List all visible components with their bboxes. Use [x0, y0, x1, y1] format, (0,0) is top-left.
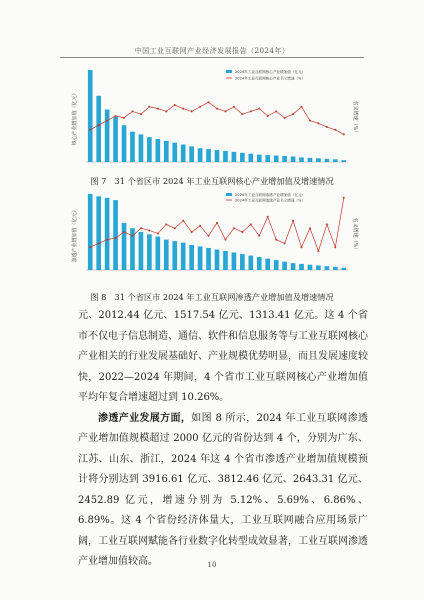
chart-growth-point: [326, 223, 328, 225]
chart-bar: [316, 265, 321, 270]
chart-bar: [181, 145, 186, 162]
chart-growth-point: [309, 227, 311, 229]
chart-growth-point: [258, 108, 260, 110]
chart-bar: [240, 153, 245, 162]
figure-8-svg: [66, 190, 362, 280]
chart-growth-point: [334, 129, 336, 131]
chart-bar: [96, 196, 101, 270]
chart-bar: [105, 110, 110, 162]
chart-bar: [206, 248, 211, 270]
chart-bar: [206, 149, 211, 162]
chart-growth-point: [174, 227, 176, 229]
chart-growth-point: [123, 231, 125, 233]
header-rule: [60, 57, 364, 58]
chart-bar: [341, 160, 346, 162]
chart-bar: [215, 150, 220, 162]
chart-bar: [172, 241, 177, 270]
chart-bar: [232, 152, 237, 162]
chart-bar: [223, 251, 228, 270]
chart-growth-point: [267, 115, 269, 117]
chart-growth-point: [191, 231, 193, 233]
chart-bar: [291, 156, 296, 162]
figure-7-ylabel: 核心产业增加值（亿元）: [72, 90, 78, 146]
chart-growth-point: [157, 233, 159, 235]
chart-bar: [274, 260, 279, 270]
paragraph-2: [78, 409, 368, 573]
chart-growth-point: [191, 110, 193, 112]
figure-8-legend-bar: 2024年工业互联网渗透产业增加值（亿元）: [235, 193, 306, 197]
chart-bar: [198, 148, 203, 162]
figure-7-legend-bar: 2024年工业互联网核心产业增加值（亿元）: [235, 70, 306, 74]
figure-8-ylabel: 渗透产业增加值（亿元）: [72, 207, 78, 263]
chart-growth-point: [216, 108, 218, 110]
figure-7-line: [89, 101, 345, 135]
figure-7-legend-bar-swatch: [226, 70, 232, 73]
chart-bar: [189, 146, 194, 162]
chart-bar: [265, 259, 270, 270]
chart-bar: [147, 137, 152, 162]
chart-bar: [189, 245, 194, 270]
chart-growth-point: [284, 242, 286, 244]
chart-growth-point: [131, 235, 133, 237]
chart-bar: [96, 96, 101, 162]
chart-growth-point: [98, 242, 100, 244]
chart-bar: [164, 240, 169, 270]
chart-growth-point: [309, 120, 311, 122]
chart-bar: [341, 268, 346, 270]
chart-bar: [274, 156, 279, 162]
paragraph-2-lead: 渗透产业发展方面，: [98, 412, 192, 424]
chart-growth-point: [292, 113, 294, 115]
chart-growth-point: [89, 246, 91, 248]
chart-growth-point: [165, 223, 167, 225]
chart-growth-point: [275, 110, 277, 112]
chart-bar: [257, 155, 262, 162]
chart-growth-point: [258, 235, 260, 237]
chart-bar: [122, 125, 127, 162]
chart-bar: [223, 151, 228, 162]
figure-7-chart: [66, 64, 362, 172]
chart-bar: [248, 256, 253, 270]
figure-8-chart: [66, 190, 362, 280]
figure-7-caption: 图 7 31 个省区市 2024 年工业互联网核心产业增加值及增速情况: [90, 176, 334, 186]
chart-growth-point: [317, 250, 319, 252]
figure-8-legend-bar-swatch: [226, 193, 232, 196]
chart-growth-point: [317, 122, 319, 124]
chart-bar: [139, 134, 144, 162]
figure-8-bars: [88, 194, 346, 270]
body-text: [78, 306, 368, 573]
chart-growth-point: [140, 227, 142, 229]
chart-growth-point: [148, 106, 150, 108]
chart-growth-point: [182, 220, 184, 222]
chart-growth-point: [115, 237, 117, 239]
chart-growth-point: [208, 235, 210, 237]
chart-bar: [299, 264, 304, 270]
chart-growth-point: [123, 117, 125, 119]
chart-growth-point: [343, 133, 345, 135]
chart-growth-point: [275, 239, 277, 241]
chart-growth-point: [301, 246, 303, 248]
chart-growth-point: [241, 113, 243, 115]
chart-bar: [257, 257, 262, 270]
chart-growth-point: [165, 110, 167, 112]
figure-8-legend-line: 2024年工业互联网渗透产业名义增速（%）: [235, 198, 306, 203]
chart-growth-point: [199, 106, 201, 108]
chart-growth-point: [301, 106, 303, 108]
chart-bar: [248, 154, 253, 162]
chart-bar: [130, 132, 135, 162]
chart-bar: [105, 198, 110, 270]
chart-bar: [299, 157, 304, 162]
paragraph-1: 元、2012.44 亿元、1517.54 亿元、1313.41 亿元。这 4 个省市不仅电子信息制造、通信、软件和信息服务等与工业互联网核心产业相关的行业发展基础好、产业规模优势明显，而且发展速度较快，2022—2024 年期间，4 个省市工业互联网核心产业增加值平均年复合增速超过到 10.26%。: [78, 310, 368, 403]
page-number: 10: [207, 561, 217, 569]
chart-bar: [156, 139, 161, 162]
paragraph-2-text: 如图 8 所示，2024 年工业互联网渗透产业增加值规模超过 2000 亿元的省份达到 4 个，分别为广东、江苏、山东、浙江，2024 年这 4 个省市渗透产业增加值规模预计将分别达到 3916.61 亿元、3812.46 亿元、2643.31 亿元、2452.89 亿元，增速分别为 5.12%、5.69%、6.86%、6.89%。这 4 个省份经济体量大，工业互联网融合应用场景广阔，工业互联网赋能各行业数字化转型成效显著，工业互联网渗透产业增加值较高。: [78, 412, 368, 567]
chart-bar: [308, 265, 313, 270]
chart-growth-point: [224, 239, 226, 241]
chart-bar: [333, 159, 338, 162]
chart-bar: [325, 159, 330, 162]
chart-bar: [88, 194, 93, 270]
chart-growth-point: [216, 222, 218, 224]
chart-growth-point: [284, 117, 286, 119]
chart-bar: [215, 249, 220, 270]
chart-bar: [181, 243, 186, 270]
chart-bar: [88, 70, 93, 162]
figure-8-y2label: 名义增速（%）: [352, 217, 358, 253]
chart-bar: [282, 262, 287, 270]
chart-bar: [265, 155, 270, 162]
chart-growth-point: [241, 231, 243, 233]
chart-bar: [240, 254, 245, 270]
chart-growth-point: [343, 197, 345, 199]
chart-bar: [198, 246, 203, 270]
chart-bar: [164, 141, 169, 162]
chart-bar: [113, 117, 118, 162]
chart-growth-point: [106, 120, 108, 122]
chart-bar: [172, 143, 177, 162]
figure-8-line: [89, 197, 345, 252]
chart-bar: [333, 267, 338, 270]
chart-growth-point: [224, 110, 226, 112]
chart-growth-point: [250, 223, 252, 225]
chart-growth-point: [250, 110, 252, 112]
chart-growth-point: [89, 129, 91, 131]
chart-bar: [232, 253, 237, 270]
chart-growth-line: [90, 102, 344, 134]
chart-growth-point: [115, 115, 117, 117]
chart-growth-point: [233, 227, 235, 229]
figure-8-caption: 图 8 31 个省区市 2024 年工业互联网渗透产业增加值及增速情况: [90, 292, 334, 302]
chart-growth-point: [326, 126, 328, 128]
chart-bar: [282, 156, 287, 162]
chart-growth-line: [90, 198, 344, 251]
figure-7-legend-line: 2024年工业互联网核心产业名义增速（%）: [235, 76, 306, 81]
chart-growth-point: [267, 216, 269, 218]
running-header: 中国工业互联网产业经济发展报告（2024年）: [134, 47, 290, 55]
chart-bar: [113, 200, 118, 270]
chart-growth-point: [140, 113, 142, 115]
chart-bar: [291, 263, 296, 270]
chart-growth-point: [148, 229, 150, 231]
chart-bar: [147, 234, 152, 270]
chart-bar: [139, 232, 144, 270]
chart-bar: [325, 266, 330, 270]
figure-7-y2label: 名义增速（%）: [352, 100, 358, 136]
chart-growth-point: [292, 220, 294, 222]
chart-growth-point: [182, 108, 184, 110]
chart-growth-point: [208, 101, 210, 103]
chart-growth-point: [199, 225, 201, 227]
chart-bar: [156, 237, 161, 270]
chart-growth-point: [157, 108, 159, 110]
chart-growth-point: [106, 239, 108, 241]
chart-growth-point: [98, 124, 100, 126]
chart-growth-point: [233, 106, 235, 108]
chart-bar: [122, 223, 127, 270]
figure-7-svg: [66, 64, 362, 172]
chart-bar: [316, 158, 321, 162]
chart-growth-point: [131, 110, 133, 112]
chart-growth-point: [174, 104, 176, 106]
chart-growth-point: [334, 246, 336, 248]
chart-bar: [308, 158, 313, 162]
